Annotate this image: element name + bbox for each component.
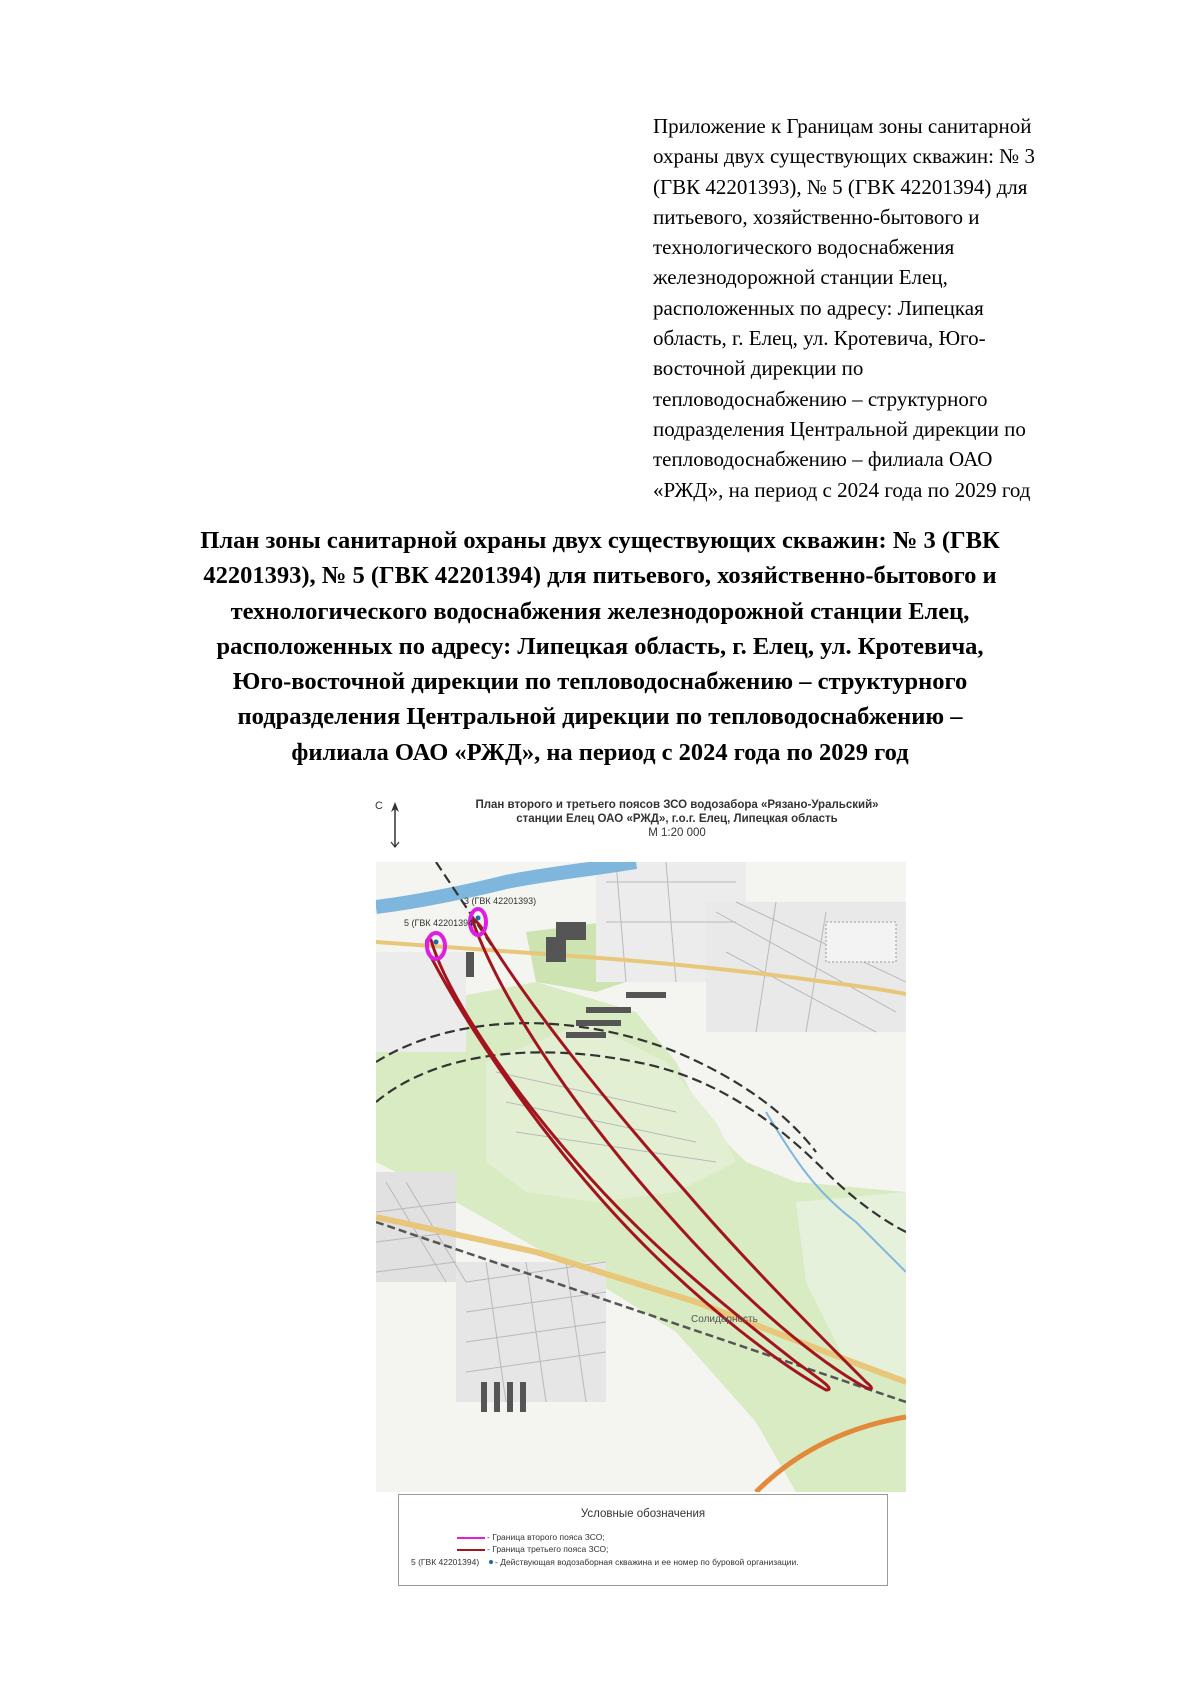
map-heading-line2: станции Елец ОАО «РЖД», г.о.г. Елец, Липецкая область: [516, 813, 838, 825]
well-5-label: 5 (ГВК 42201394): [404, 918, 477, 928]
map-legend: [398, 1494, 888, 1586]
building: [546, 937, 566, 962]
legend-zone-3-swatch: [457, 1549, 485, 1551]
appendix-line: подразделения Центральной дирекции по: [653, 416, 1026, 441]
well-3-label: 3 (ГВК 42201393): [464, 896, 537, 906]
legend-zone-2-swatch: [457, 1537, 485, 1539]
appendix-line: питьевого, хозяйственно-бытового и: [653, 204, 980, 229]
appendix-line: расположенных по адресу: Липецкая: [653, 295, 984, 320]
building: [586, 1007, 631, 1013]
title-line: технологического водоснабжения железнодорожной станции Елец,: [230, 597, 970, 625]
title-line: филиала ОАО «РЖД», на период с 2024 года по 2029 год: [291, 738, 909, 766]
map-svg: [376, 862, 906, 1492]
legend-zone-2-label: - Граница второго пояса ЗСО;: [487, 1532, 605, 1542]
title-line: План зоны санитарной охраны двух существующих скважин: № 3 (ГВК: [200, 527, 1000, 554]
document-title: [150, 523, 1050, 770]
title-line: подразделения Центральной дирекции по тепловодоснабжению –: [237, 703, 963, 731]
appendix-line: «РЖД», на период с 2024 года по 2029 год: [653, 477, 1031, 502]
legend-title: Условные обозначения: [580, 1508, 706, 1520]
appendix-line: тепловодоснабжению – структурного: [653, 386, 988, 411]
building: [466, 952, 474, 977]
map-heading: [412, 798, 942, 840]
map-heading-line1: План второго и третьего поясов ЗСО водозабора «Рязано-Уральский»: [475, 799, 879, 811]
map-scale: М 1:20 000: [648, 827, 706, 839]
legend-well-icon: [489, 1560, 493, 1564]
well-5-marker: [434, 940, 439, 945]
legend-well-ref: 5 (ГВК 42201394): [411, 1557, 480, 1567]
appendix-note: [653, 111, 1093, 505]
appendix-line: охраны двух существующих скважин: № 3: [653, 144, 1035, 169]
appendix-line: Приложение к Границам зоны санитарной: [653, 114, 1032, 138]
title-line: Юго-восточной дирекции по тепловодоснабжению – структурного: [232, 668, 968, 696]
appendix-line: железнодорожной станции Елец,: [653, 265, 948, 290]
appendix-line: технологического водоснабжения: [653, 235, 955, 260]
well-3-marker: [476, 916, 481, 921]
title-line: 42201393), № 5 (ГВК 42201394) для питьевого, хозяйственно-бытового и: [203, 562, 997, 590]
building: [576, 1020, 621, 1026]
building: [566, 1032, 606, 1038]
appendix-line: область, г. Елец, ул. Кротевича, Юго-: [653, 326, 986, 351]
appendix-line: тепловодоснабжению – филиала ОАО: [653, 447, 993, 472]
urban-block: [376, 952, 466, 1052]
building: [626, 992, 666, 998]
legend-well-label: - Действующая водозаборная скважина и ее номер по буровой организации.: [495, 1557, 799, 1567]
building: [494, 1382, 500, 1412]
map-plan: [376, 862, 906, 1492]
building: [507, 1382, 513, 1412]
north-arrow: [375, 800, 415, 850]
legend-zone-3-label: - Граница третьего пояса ЗСО;: [487, 1544, 609, 1554]
north-arrow-icon: [375, 800, 415, 850]
appendix-line: (ГВК 42201393), № 5 (ГВК 42201394) для: [653, 174, 1028, 199]
north-letter: С: [375, 800, 383, 812]
green-area: [486, 1022, 736, 1202]
place-label: Солидарность: [691, 1314, 758, 1325]
building: [481, 1382, 487, 1412]
hatched-area: [826, 922, 896, 962]
appendix-line: восточной дирекции по: [653, 356, 864, 381]
title-line: расположенных по адресу: Липецкая область, г. Елец, ул. Кротевича,: [216, 632, 984, 660]
building: [520, 1382, 526, 1412]
